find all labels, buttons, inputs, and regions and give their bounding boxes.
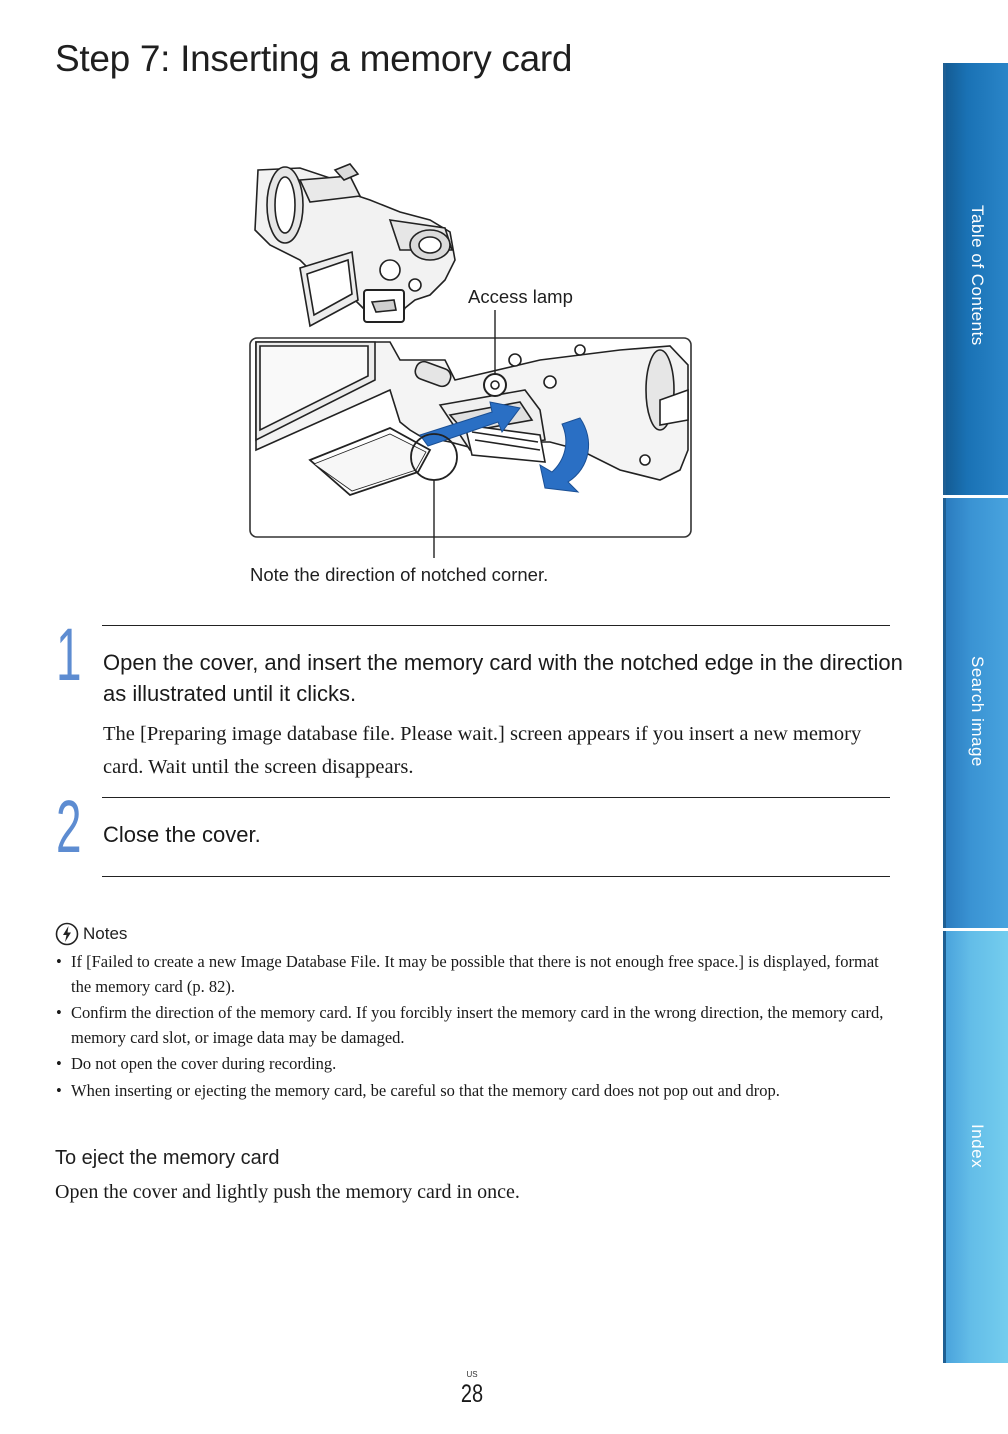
notes-heading-text: Notes — [83, 924, 128, 943]
note-item: • When inserting or ejecting the memory card, be careful so that the memory card does not pop out and drop. — [55, 1079, 895, 1104]
page-number: 28 — [460, 1380, 484, 1408]
notes-list — [55, 950, 895, 1105]
tab-search-image[interactable] — [943, 498, 1008, 928]
tab-label: Index — [968, 1124, 987, 1169]
step-number: 2 — [56, 785, 82, 868]
memory-card-insertion-illustration — [240, 150, 710, 590]
step-number: 1 — [56, 613, 82, 696]
notes-caution-icon — [55, 922, 79, 946]
tab-label: Search image — [968, 656, 987, 767]
eject-body: Open the cover and lightly push the memory card in once. — [55, 1181, 520, 1203]
tab-label: Table of Contents — [968, 205, 987, 346]
step-divider — [102, 797, 890, 798]
note-item: • If [Failed to create a new Image Database File. It may be possible that there is not enough free space.] is displayed, format the memory card (p. 82). — [55, 950, 895, 999]
tab-index[interactable] — [943, 931, 1008, 1363]
notch-direction-label: Note the direction of notched corner. — [250, 564, 549, 585]
note-item: • Do not open the cover during recording. — [55, 1052, 895, 1077]
notes-heading — [55, 922, 127, 946]
page-region: US — [466, 1370, 478, 1379]
camcorder-drawing — [255, 164, 455, 326]
tab-table-of-contents[interactable] — [943, 63, 1008, 495]
step-divider — [102, 876, 890, 877]
page-title: Step 7: Inserting a memory card — [55, 38, 573, 79]
step-body: The [Preparing image database file. Please wait.] screen appears if you insert a new memory card. Wait until the screen disappears. — [103, 723, 862, 778]
access-lamp-label: Access lamp — [468, 286, 573, 307]
note-item: • Confirm the direction of the memory card. If you forcibly insert the memory card in the wrong direction, the memory card, memory card slot, or image data may be damaged. — [55, 1001, 895, 1050]
step-heading: Close the cover. — [103, 822, 261, 847]
step-heading: Open the cover, and insert the memory card with the notched edge in the direction as illustrated until it clicks. — [103, 650, 903, 706]
eject-heading: To eject the memory card — [55, 1147, 280, 1169]
step-divider — [102, 625, 890, 626]
